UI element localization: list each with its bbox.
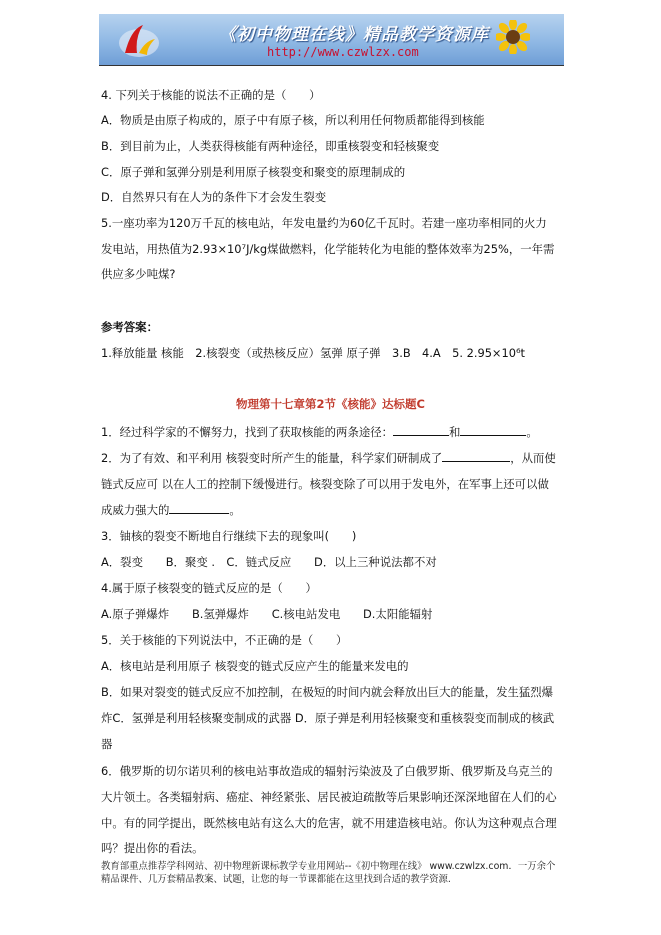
c-q3-options: A．裂变 B．聚变 . C．链式反应 D．以上三种说法都不对 <box>101 555 437 569</box>
a-q5-line-2: 发电站，用热值为2.93×10⁷J/kg煤做燃料，化学能转化为电能的整体效率为25%，一年需 <box>101 242 555 256</box>
c-q5-option-b-3: 器 <box>101 737 113 751</box>
c-q4-options: A.原子弹爆炸 B.氢弹爆炸 C.核电站发电 D.太阳能辐射 <box>101 607 433 621</box>
answers-text: 1.释放能量 核能 2.核裂变（或热核反应）氢弹 原子弹 3.B 4.A 5. 2.95×10⁶t <box>101 346 526 360</box>
a-q5-line-3: 供应多少吨煤? <box>101 267 176 281</box>
c-q2-text-3: 成威力强大的 <box>101 503 170 517</box>
section-c-title: 物理第十七章第2节《核能》达标题C <box>236 397 425 411</box>
c-q1 <box>101 424 538 440</box>
answer-blank[interactable] <box>393 424 449 436</box>
page-footer: 教育部重点推荐学科网站、初中物理新课标教学专业用网站--《初中物理在线》 www.czwlzx.com．一万余个精品课件、几万套精品教案、试题，让您的每一节课都能在这里找到合适的教学资源. <box>101 861 556 885</box>
c-q2-line-3 <box>101 502 241 518</box>
c-q2-line-2: 链式反应可 以在人工的控制下缓慢进行。核裂变除了可以用于发电外，在军事上还可以做 <box>101 477 549 491</box>
c-q5-option-b-2: 炸C．氢弹是利用轻核聚变制成的武器 D．原子弹是利用轻核聚变和重核裂变而制成的核武 <box>101 711 555 725</box>
c-q1-end: 。 <box>526 425 538 439</box>
c-q6-line-1: 6．俄罗斯的切尔诺贝利的核电站事故造成的辐射污染波及了白俄罗斯、俄罗斯及乌克兰的 <box>101 764 553 778</box>
sunflower-icon <box>496 20 530 54</box>
a-q4-option-c: C．原子弹和氢弹分别是利用原子核裂变和聚变的原理制成的 <box>101 165 406 179</box>
a-q4-option-b: B．到目前为止，人类获得核能有两种途径，即重核裂变和轻核聚变 <box>101 139 440 153</box>
c-q6-line-4: 吗？提出你的看法。 <box>101 841 204 855</box>
c-q2-text: 2．为了有效、和平利用 核裂变时所产生的能量，科学家们研制成了 <box>101 451 443 465</box>
c-q3-stem: 3．铀核的裂变不断地自行继续下去的现象叫( ) <box>101 529 357 543</box>
answer-blank[interactable] <box>460 424 526 436</box>
a-q4-option-a: A．物质是由原子构成的，原子中有原子核，所以利用任何物质都能得到核能 <box>101 113 485 127</box>
a-q5-line-1: 5.一座功率为120万千瓦的核电站，年发电量约为60亿千瓦时。若建一座功率相同的火力 <box>101 216 547 230</box>
c-q6-line-2: 大片领土。各类辐射病、癌症、神经紧张、居民被迫疏散等后果影响还深深地留在人们的心 <box>101 790 557 804</box>
c-q5-stem: 5．关于核能的下列说法中，不正确的是（ ） <box>101 633 348 647</box>
answer-blank[interactable] <box>169 502 229 514</box>
c-q4-stem: 4.属于原子核裂变的链式反应的是（ ） <box>101 581 317 595</box>
c-q2-end: 。 <box>229 503 241 517</box>
c-q1-and: 和 <box>449 425 461 439</box>
c-q1-text: 1．经过科学家的不懈努力，找到了获取核能的两条途径： <box>101 425 394 439</box>
c-q5-option-b-1: B．如果对裂变的链式反应不加控制，在极短的时间内就会释放出巨大的能量，发生猛烈爆 <box>101 685 554 699</box>
answers-heading: 参考答案： <box>101 320 158 334</box>
a-q4-option-d: D．自然界只有在人为的条件下才会发生裂变 <box>101 190 327 204</box>
c-q6-line-3: 中。有的同学提出，既然核电站有这么大的危害，就不用建造核电站。你认为这种观点合理 <box>101 816 557 830</box>
c-q2-line-1 <box>101 450 556 466</box>
answer-blank[interactable] <box>442 450 510 462</box>
c-q2-tail: ，从而使 <box>510 451 556 465</box>
c-q5-option-a: A．核电站是利用原子 核裂变的链式反应产生的能量来发电的 <box>101 659 409 673</box>
logo-icon <box>117 19 161 61</box>
banner-title: 《初中物理在线》精品教学资源库 <box>219 25 489 45</box>
header-rule <box>99 65 564 66</box>
a-q4-stem: 4. 下列关于核能的说法不正确的是（ ） <box>101 88 321 102</box>
banner-url[interactable]: http://www.czwlzx.com <box>267 45 419 59</box>
header-banner <box>99 14 564 65</box>
